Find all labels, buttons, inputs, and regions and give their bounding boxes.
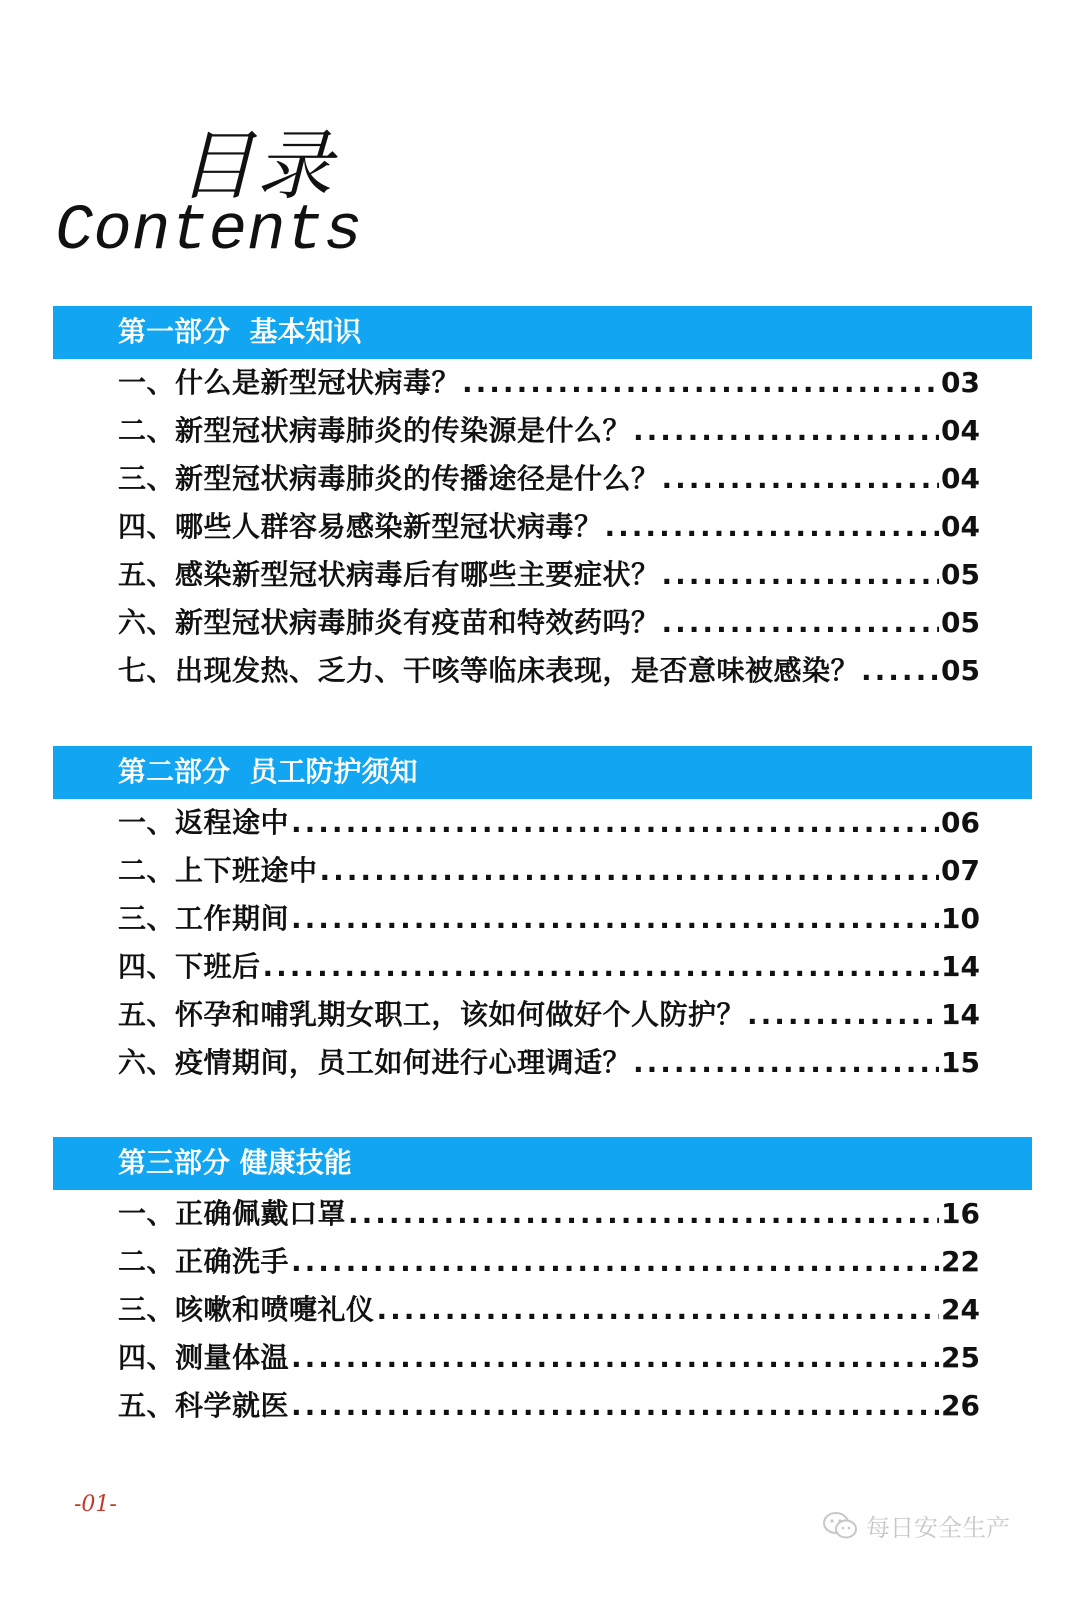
toc-entry-page: 25 — [941, 1341, 980, 1374]
toc-entry[interactable] — [118, 603, 980, 643]
toc-entry-page: 14 — [941, 998, 980, 1031]
dot-leader — [291, 1386, 939, 1426]
toc-entry-page: 16 — [941, 1197, 980, 1230]
dot-leader — [747, 995, 939, 1035]
page-number: -01- — [74, 1492, 117, 1517]
toc-entry[interactable] — [118, 1242, 980, 1282]
watermark — [822, 1508, 1010, 1543]
dot-leader — [348, 1194, 939, 1234]
toc-entry-label: 三、咳嗽和喷嚏礼仪 — [118, 1293, 375, 1326]
dot-leader — [291, 803, 939, 843]
toc-entry-label: 三、工作期间 — [118, 902, 290, 935]
toc-entry-page: 05 — [941, 606, 980, 639]
dot-leader — [662, 603, 940, 643]
toc-entry-label: 六、新型冠状病毒肺炎有疫苗和特效药吗？ — [118, 606, 660, 639]
toc-entry-label: 二、上下班途中 — [118, 854, 318, 887]
dot-leader — [263, 947, 940, 987]
toc-entry-page: 05 — [941, 558, 980, 591]
dot-leader — [462, 363, 939, 403]
toc-entry[interactable] — [118, 1338, 980, 1378]
section-employee-protection — [53, 746, 1032, 1079]
toc-entry[interactable] — [118, 995, 980, 1035]
dot-leader — [633, 1043, 939, 1083]
toc-entry-page: 22 — [941, 1245, 980, 1278]
toc-entry-page: 14 — [941, 950, 980, 983]
toc-entry-label: 四、哪些人群容易感染新型冠状病毒？ — [118, 510, 603, 543]
dot-leader — [291, 1242, 939, 1282]
toc-entry-page: 05 — [941, 654, 980, 687]
toc-entry-label: 六、疫情期间，员工如何进行心理调适？ — [118, 1046, 632, 1079]
toc-entry-page: 10 — [941, 902, 980, 935]
toc-entry-page: 06 — [941, 806, 980, 839]
toc-entry-label: 一、正确佩戴口罩 — [118, 1197, 347, 1230]
toc-entry[interactable] — [118, 803, 980, 843]
toc-entry-page: 26 — [941, 1389, 980, 1422]
toc-entry[interactable] — [118, 947, 980, 987]
section-heading: 第三部分 健康技能 — [118, 1146, 352, 1179]
dot-leader — [291, 1338, 939, 1378]
toc-entry-label: 二、新型冠状病毒肺炎的传染源是什么？ — [118, 414, 632, 447]
toc-entry[interactable] — [118, 1043, 980, 1083]
toc-title-cn: 目录 — [178, 121, 334, 210]
toc-entry[interactable] — [118, 1194, 980, 1234]
wechat-icon — [822, 1511, 858, 1541]
section-heading: 第二部分 员工防护须知 — [118, 755, 418, 788]
toc-entry[interactable] — [118, 411, 980, 451]
toc-entry[interactable] — [118, 1386, 980, 1426]
toc-entry-page: 04 — [941, 510, 980, 543]
toc-entry[interactable] — [118, 1290, 980, 1330]
toc-entry-label: 一、什么是新型冠状病毒？ — [118, 366, 461, 399]
toc-entry-label: 五、科学就医 — [118, 1389, 290, 1422]
toc-entry-page: 03 — [941, 366, 980, 399]
section-heading: 第一部分 基本知识 — [118, 315, 362, 348]
toc-entry-label: 一、返程途中 — [118, 806, 290, 839]
dot-leader — [377, 1290, 940, 1330]
dot-leader — [605, 507, 940, 547]
watermark-text: 每日安全生产 — [866, 1514, 1010, 1542]
toc-entry[interactable] — [118, 555, 980, 595]
dot-leader — [633, 411, 939, 451]
toc-entry-label: 二、正确洗手 — [118, 1245, 290, 1278]
toc-entry-page: 04 — [941, 462, 980, 495]
toc-entry[interactable] — [118, 651, 980, 691]
toc-entry[interactable] — [118, 459, 980, 499]
toc-entry-label: 五、感染新型冠状病毒后有哪些主要症状？ — [118, 558, 660, 591]
toc-entry-label: 七、出现发热、乏力、干咳等临床表现，是否意味被感染？ — [118, 654, 860, 687]
toc-entry-page: 15 — [941, 1046, 980, 1079]
dot-leader — [662, 459, 940, 499]
dot-leader — [861, 651, 939, 691]
toc-entry[interactable] — [118, 363, 980, 403]
toc-entry-page: 07 — [941, 854, 980, 887]
toc-entry-label: 四、测量体温 — [118, 1341, 290, 1374]
section-header-band — [53, 306, 1032, 359]
toc-entry[interactable] — [118, 899, 980, 939]
section-header-band — [53, 746, 1032, 799]
section-header-band — [53, 1137, 1032, 1190]
dot-leader — [291, 899, 939, 939]
toc-entry-page: 04 — [941, 414, 980, 447]
toc-entry[interactable] — [118, 851, 980, 891]
section-health-skills — [53, 1137, 1032, 1422]
toc-entry-label: 三、新型冠状病毒肺炎的传播途径是什么？ — [118, 462, 660, 495]
toc-title-en: Contents — [55, 196, 363, 268]
toc-entry[interactable] — [118, 507, 980, 547]
section-basic-knowledge — [53, 306, 1032, 687]
toc-entry-page: 24 — [941, 1293, 980, 1326]
toc-entry-label: 四、下班后 — [118, 950, 261, 983]
dot-leader — [320, 851, 940, 891]
dot-leader — [662, 555, 940, 595]
toc-entry-label: 五、怀孕和哺乳期女职工，该如何做好个人防护？ — [118, 998, 746, 1031]
